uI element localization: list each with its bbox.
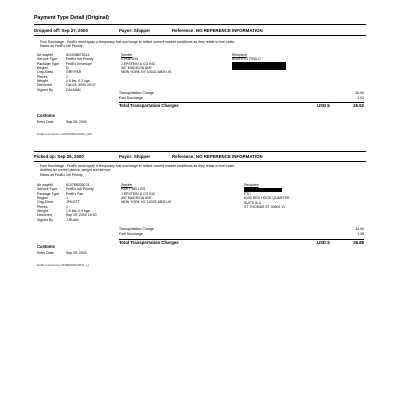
air-waybill: 812208875314 bbox=[66, 53, 90, 57]
entry-label: Entry Date bbox=[37, 120, 54, 124]
detail-label: Region bbox=[37, 66, 49, 71]
address-line: HARY BELLER bbox=[121, 187, 145, 192]
region: D bbox=[66, 66, 69, 71]
weight: 1.9 lbs, 0.9 kgs bbox=[66, 209, 90, 214]
charge-label: Fuel Surcharge bbox=[119, 232, 143, 236]
detail-label: Orig./Dest. bbox=[37, 70, 54, 75]
section-divider bbox=[34, 35, 366, 36]
shipment-notes bbox=[40, 40, 235, 49]
charge-line bbox=[119, 96, 364, 100]
recipient-heading: Recipient bbox=[244, 183, 259, 187]
customs-entry bbox=[37, 120, 87, 124]
charge-line bbox=[119, 91, 364, 95]
orig-dest: GRF/PAR bbox=[66, 70, 82, 75]
sender-heading: Sender bbox=[121, 183, 133, 187]
package-type: FedEx Envelope bbox=[66, 61, 92, 66]
shipment-reference: Reference: NO REFERENCE INFORMATION bbox=[172, 154, 263, 159]
total-charges bbox=[119, 240, 364, 245]
section-divider bbox=[34, 161, 366, 162]
detail-label: Region bbox=[37, 196, 49, 201]
detail-label: Signed By bbox=[37, 217, 53, 222]
shipment-divider bbox=[34, 151, 366, 152]
address-line: NEW YORK NY 10022-6805 US bbox=[121, 70, 172, 75]
internal-use: FedEx Internal Use: 0259551893102P01_000 bbox=[37, 133, 92, 136]
recipient-address bbox=[232, 53, 286, 71]
note-line: Audited for correct pieces, weight and service. bbox=[40, 168, 112, 173]
note-line: Fuel Surcharge - FedEx must apply a temporary fuel surcharge to reflect current market conditions as they relate to fuel costs. bbox=[40, 40, 236, 44]
charge-amount: 1.02 bbox=[357, 96, 364, 100]
shipment-details bbox=[37, 183, 97, 222]
total-currency: USD $ bbox=[317, 103, 330, 108]
shipment-notes bbox=[40, 164, 235, 177]
pieces: 1 bbox=[66, 74, 68, 79]
address-line: 6100 RED HOOK QUARTER bbox=[244, 196, 290, 201]
package-type: FedEx Pak bbox=[66, 191, 84, 196]
address-line: SUITE B-3 bbox=[244, 200, 261, 205]
recipient-heading: Recipient bbox=[232, 53, 247, 57]
charge-line bbox=[119, 232, 364, 236]
charge-label: Transportation Charge bbox=[119, 227, 154, 231]
customs-entry bbox=[37, 251, 87, 255]
delivered: Oct 03, 2000 09:47 bbox=[66, 83, 96, 88]
address-line: J EPSTEIN & CO INC bbox=[121, 191, 156, 196]
charge-amount: 25.50 bbox=[355, 91, 364, 95]
charge-amount: 34.50 bbox=[355, 227, 364, 231]
note-line: Rated as FedEx Intl Priority bbox=[40, 172, 83, 177]
address-line: NEW YORK NY 10022-6805 US bbox=[121, 200, 172, 205]
charge-amount: 1.38 bbox=[357, 232, 364, 236]
entry-label: Entry Date bbox=[37, 251, 54, 255]
orig-dest: JFK/STT bbox=[66, 200, 80, 205]
shipment-payor: Payor: Shipper bbox=[119, 28, 151, 33]
entry-value: Sep 28, 2000 bbox=[66, 120, 87, 124]
detail-label: Package Type bbox=[37, 61, 60, 66]
detail-label: Air waybill bbox=[37, 183, 53, 187]
shipment-header bbox=[34, 28, 366, 34]
signed-by: DALMAN bbox=[66, 87, 81, 92]
shipment-date: Dropped off: Sep 27, 2000 bbox=[34, 28, 88, 33]
detail-label: Service Type bbox=[37, 187, 58, 192]
detail-label: Weight bbox=[37, 79, 48, 84]
address-line: 457 MADISON AVE bbox=[121, 196, 152, 201]
signed-by: J.RUAN bbox=[66, 217, 79, 222]
entry-value: Sep 28, 2000 bbox=[66, 251, 87, 255]
total-label: Total Transportation Charges bbox=[119, 103, 179, 108]
address-line: J EPSTEIN & CO INC bbox=[121, 61, 156, 66]
address-line: 457 MADISON AVE bbox=[121, 66, 152, 71]
customs-title: Customs bbox=[37, 244, 55, 249]
address-line: FTC bbox=[244, 191, 251, 196]
service-type: FedEx Intl Priority bbox=[66, 187, 94, 192]
detail-label: Package Type bbox=[37, 191, 60, 196]
recipient-address bbox=[244, 183, 289, 209]
detail-label: Air waybill bbox=[37, 53, 53, 57]
total-label: Total Transportation Charges bbox=[119, 240, 179, 245]
pieces: 1 bbox=[66, 204, 68, 209]
shipment-date: Picked up: Sep 26, 2000 bbox=[34, 154, 84, 159]
charge-label: Fuel Surcharge bbox=[119, 96, 143, 100]
customs-title: Customs bbox=[37, 113, 55, 118]
sender-heading: Sender bbox=[121, 53, 133, 57]
detail-label: Delivered bbox=[37, 213, 52, 218]
air-waybill: 810788920074 bbox=[66, 183, 90, 187]
title-divider bbox=[34, 24, 366, 25]
detail-label: Orig./Dest. bbox=[37, 200, 54, 205]
charge-label: Transportation Charge bbox=[119, 91, 154, 95]
address-line: ALBERTO PINILO bbox=[232, 57, 261, 62]
page-title: Payment Type Detail (Original) bbox=[34, 15, 109, 21]
detail-label: Delivered bbox=[37, 83, 52, 88]
redaction-bar bbox=[232, 66, 286, 70]
delivered: Sep 29, 2000 16:30 bbox=[66, 213, 97, 218]
total-currency: USD $ bbox=[317, 240, 330, 245]
charge-line bbox=[119, 227, 364, 231]
detail-label: Pieces bbox=[37, 204, 48, 209]
service-type: FedEx Intl Priority bbox=[66, 57, 94, 62]
detail-label: Service Type bbox=[37, 57, 58, 62]
shipment-reference: Reference: NO REFERENCE INFORMATION bbox=[172, 28, 263, 33]
sender-address bbox=[121, 183, 171, 205]
detail-label: Pieces bbox=[37, 74, 48, 79]
shipment-details bbox=[37, 53, 96, 92]
address-line: SYANNON bbox=[121, 57, 139, 62]
shipment-header bbox=[34, 154, 366, 160]
detail-label: Weight bbox=[37, 209, 48, 214]
internal-use: FedEx Internal Use: 810881893102P01_(_) bbox=[37, 264, 89, 267]
shipment-payor: Payor: Shipper bbox=[119, 154, 151, 159]
total-amount: 35.88 bbox=[353, 240, 364, 245]
address-line: ST THOMAS ST 00802 VI bbox=[244, 204, 285, 209]
region: 1 bbox=[66, 196, 68, 201]
total-charges bbox=[119, 103, 364, 108]
total-amount: 26.52 bbox=[353, 103, 364, 108]
detail-label: Signed By bbox=[37, 87, 53, 92]
note-line: Rated as FedEx Intl Priority bbox=[40, 44, 83, 49]
note-line: Fuel Surcharge - FedEx must apply a temporary fuel surcharge to reflect current market conditions as they relate to fuel costs. bbox=[40, 164, 236, 168]
weight: 0.5 lbs, 0.2 kgs bbox=[66, 79, 90, 84]
sender-address bbox=[121, 53, 171, 75]
